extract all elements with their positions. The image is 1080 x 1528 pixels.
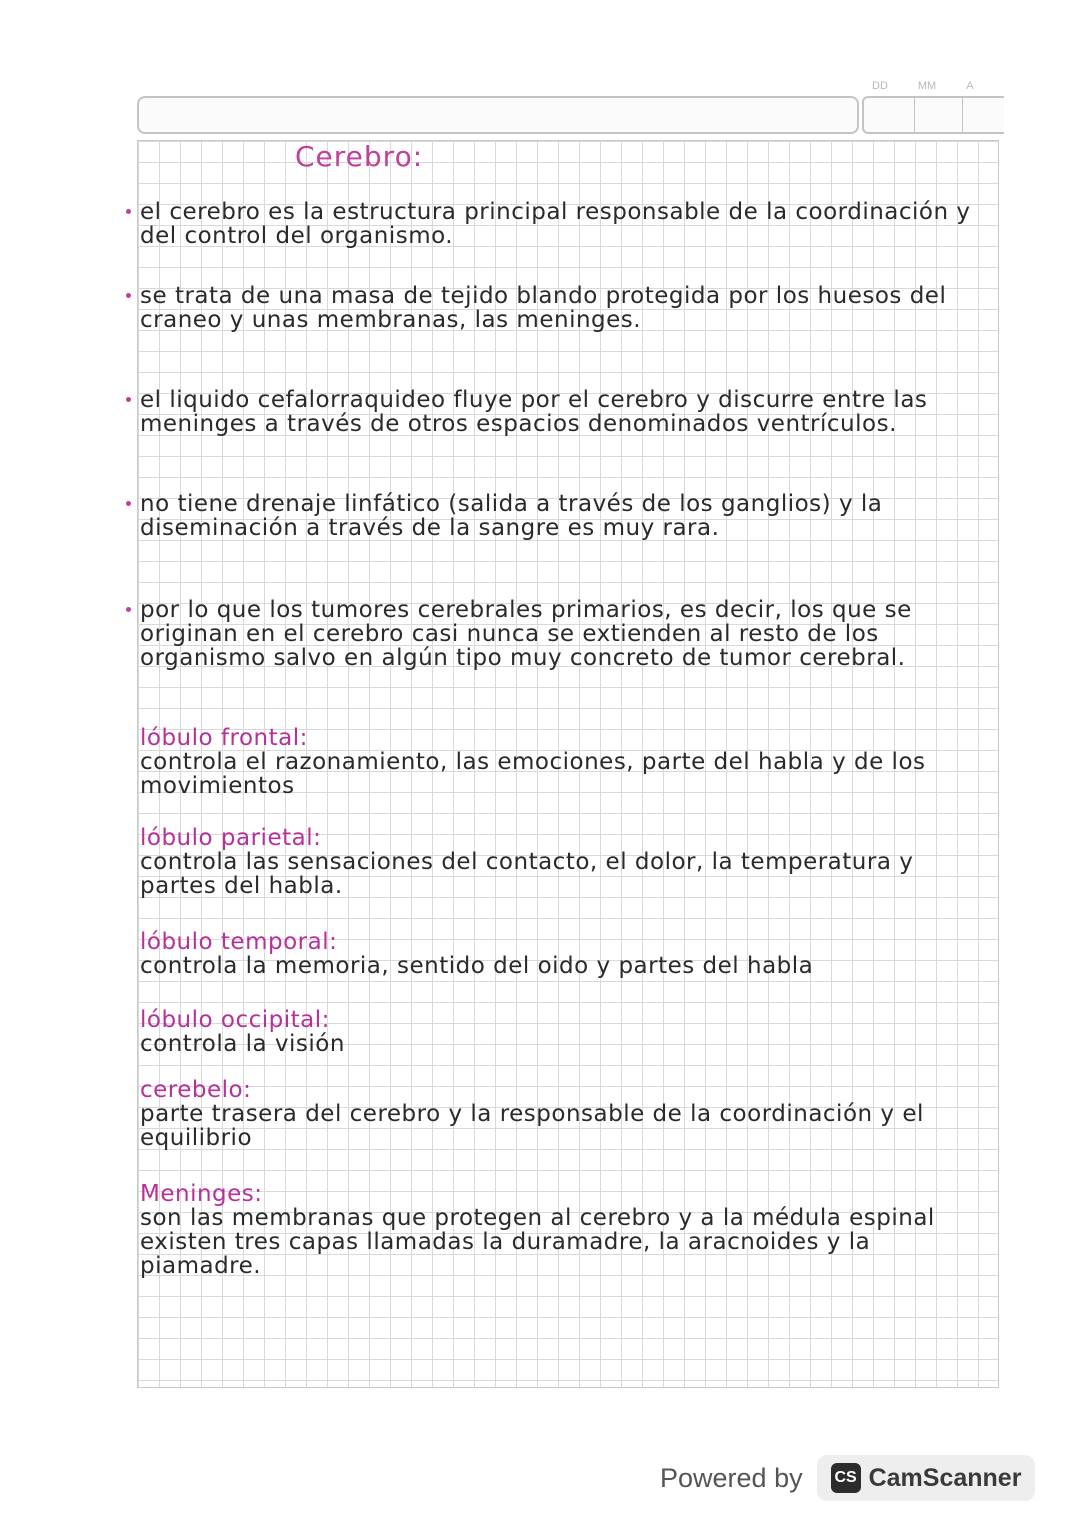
section-label: lóbulo temporal:: [140, 929, 338, 955]
paragraph-text: el liquido cefalorraquideo fluye por el cerebro y discurre entre las meninges a través de otros espacios denominados ventrículos.: [140, 387, 928, 437]
lobe-section: [140, 726, 990, 798]
section-text: controla las sensaciones del contacto, el dolor, la temperatura y partes del habla.: [140, 849, 914, 899]
note-paragraph: [140, 598, 990, 670]
section-label: cerebelo:: [140, 1077, 252, 1103]
section-label: lóbulo occipital:: [140, 1007, 330, 1033]
paragraph-text: no tiene drenaje linfático (salida a través de los ganglios) y la diseminación a través de la sangre es muy rara.: [140, 491, 883, 541]
camscanner-name: CamScanner: [868, 1463, 1022, 1492]
note-paragraph: [140, 388, 990, 436]
meninges-section: [140, 1182, 990, 1278]
section-label: lóbulo frontal:: [140, 725, 308, 751]
paragraph-text: el cerebro es la estructura principal responsable de la coordinación y del control del organismo.: [140, 199, 971, 249]
section-text: controla el razonamiento, las emociones, parte del habla y de los movimientos: [140, 749, 926, 799]
note-title: Cerebro:: [295, 140, 424, 173]
note-paragraph: [140, 492, 990, 540]
bullet-icon: [126, 501, 131, 506]
bullet-icon: [126, 397, 131, 402]
bullet-icon: [126, 607, 131, 612]
section-text: parte trasera del cerebro y la responsable de la coordinación y el equilibrio: [140, 1101, 924, 1151]
cerebellum-section: [140, 1078, 990, 1150]
date-label-day: DD: [872, 80, 888, 92]
note-paragraph: [140, 284, 990, 332]
camscanner-badge: [817, 1455, 1036, 1501]
section-text: son las membranas que protegen al cerebro y a la médula espinal existen tres capas llamadas la duramadre, la aracnoides y la piamadre.: [140, 1205, 935, 1279]
lobe-section: [140, 930, 990, 978]
lobe-section: [140, 1008, 990, 1056]
paragraph-text: se trata de una masa de tejido blando protegida por los huesos del craneo y unas membranas, las meninges.: [140, 283, 947, 333]
camscanner-logo-icon: CS: [831, 1463, 861, 1493]
section-label: Meninges:: [140, 1181, 263, 1207]
bullet-icon: [126, 209, 131, 214]
bullet-icon: [126, 293, 131, 298]
camscanner-watermark: [660, 1455, 1035, 1501]
section-text: controla la visión: [140, 1031, 345, 1057]
lobe-section: [140, 826, 990, 898]
date-label-year: A: [966, 80, 974, 92]
section-text: controla la memoria, sentido del oido y partes del habla: [140, 953, 814, 979]
powered-by-text: Powered by: [660, 1462, 803, 1493]
paragraph-text: por lo que los tumores cerebrales primarios, es decir, los que se originan en el cerebro casi nunca se extienden al resto de los organismo salvo en algún tipo muy concreto de tumor cerebral.: [140, 597, 912, 671]
section-label: lóbulo parietal:: [140, 825, 322, 851]
note-paragraph: [140, 200, 990, 248]
date-label-month: MM: [917, 80, 937, 92]
